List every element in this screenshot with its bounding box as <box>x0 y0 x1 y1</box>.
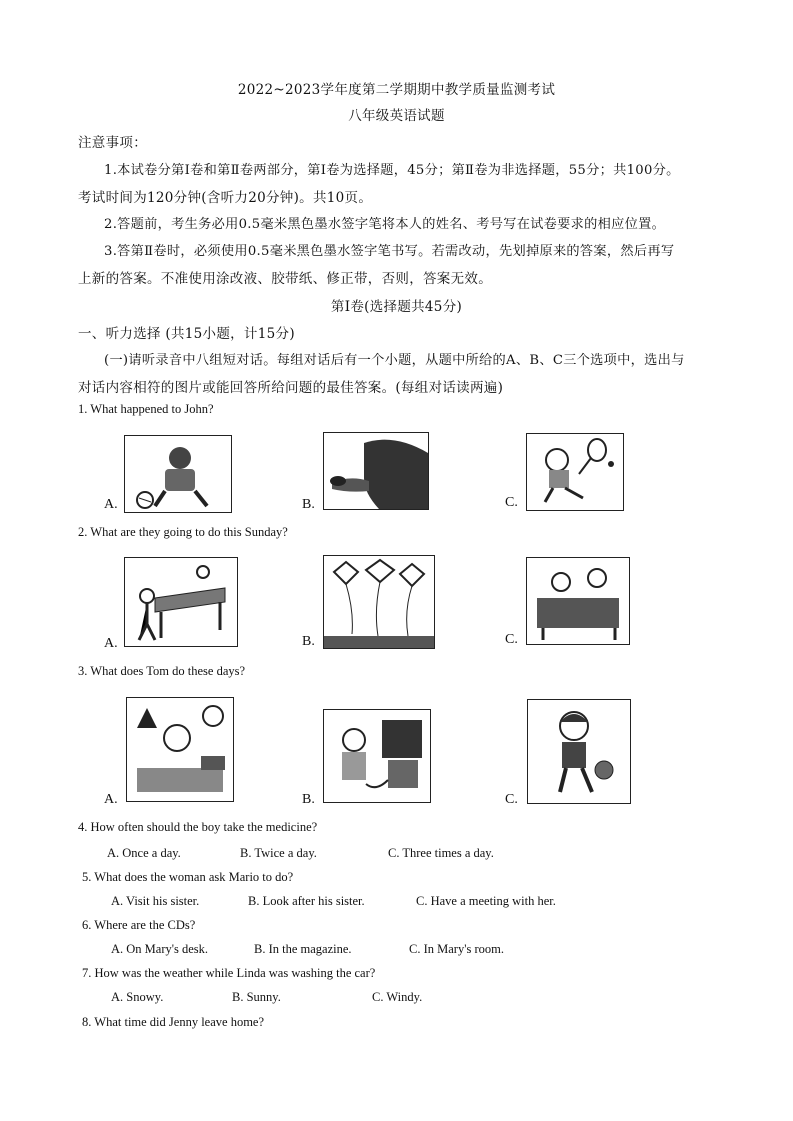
q4-option-a: A. Once a day. <box>107 846 181 860</box>
q3-option-c-label: C. <box>505 792 518 807</box>
q2-option-b-picture <box>323 555 435 649</box>
q1-option-a-picture <box>124 435 232 513</box>
instruction-line-2: 对话内容相符的图片或能回答所给问题的最佳答案。(每组对话读两遍) <box>78 380 504 396</box>
q1-option-b-picture <box>323 432 429 510</box>
exam-title: 2022~2023学年度第二学期期中教学质量监测考试 <box>237 82 556 98</box>
q1-option-a-label: A. <box>104 497 118 512</box>
q6-option-c: C. In Mary's room. <box>409 942 504 956</box>
q3-option-a-picture <box>126 697 234 802</box>
part-1-title: 第Ⅰ卷(选择题共45分) <box>330 299 463 315</box>
question-1: 1. What happened to John? <box>78 402 214 416</box>
question-6: 6. Where are the CDs? <box>82 918 196 932</box>
q5-option-c: C. Have a meeting with her. <box>416 894 556 908</box>
notice-heading: 注意事项： <box>78 135 147 151</box>
q3-option-c-picture <box>527 699 631 804</box>
q7-option-c: C. Windy. <box>372 990 423 1004</box>
notice-item-3-line-1: 3.答第Ⅱ卷时，必须使用0.5毫米黑色墨水签字笔书写。若需改动，先划掉原来的答案，然后再写 <box>104 244 675 259</box>
notice-item-2: 2.答题前，考生务必用0.5毫米黑色墨水签字笔将本人的姓名、考号写在试卷要求的相应位置。 <box>104 217 666 232</box>
q1-option-c-picture <box>526 433 624 511</box>
question-7: 7. How was the weather while Linda was washing the car? <box>82 966 376 980</box>
notice-item-3-line-2: 上新的答案。不准使用涂改液、胶带纸、修正带，否则，答案无效。 <box>78 271 492 287</box>
question-2: 2. What are they going to do this Sunday? <box>78 525 288 539</box>
question-3: 3. What does Tom do these days? <box>78 664 246 678</box>
exam-subtitle: 八年级英语试题 <box>348 108 445 124</box>
question-4: 4. How often should the boy take the medicine? <box>78 820 318 834</box>
q5-option-a: A. Visit his sister. <box>111 894 200 908</box>
q4-option-b: B. Twice a day. <box>240 846 317 860</box>
q3-option-a-label: A. <box>104 792 118 807</box>
q2-option-c-label: C. <box>505 632 518 647</box>
q5-option-b: B. Look after his sister. <box>248 894 365 908</box>
q1-option-b-label: B. <box>302 497 315 512</box>
q7-option-b: B. Sunny. <box>232 990 281 1004</box>
question-5: 5. What does the woman ask Mario to do? <box>82 870 294 884</box>
q3-option-b-label: B. <box>302 792 315 807</box>
q3-option-b-picture <box>323 709 431 803</box>
q6-option-b: B. In the magazine. <box>254 942 352 956</box>
q2-option-b-label: B. <box>302 634 315 649</box>
section-1-title: 一、听力选择 (共15小题，计15分) <box>78 326 295 342</box>
q7-option-a: A. Snowy. <box>111 990 164 1004</box>
q2-option-a-picture <box>124 557 238 647</box>
q6-option-a: A. On Mary's desk. <box>111 942 209 956</box>
q2-option-c-picture <box>526 557 630 645</box>
question-8: 8. What time did Jenny leave home? <box>82 1015 265 1029</box>
q2-option-a-label: A. <box>104 636 118 651</box>
notice-item-1-line-2: 考试时间为120分钟(含听力20分钟)。共10页。 <box>78 190 373 206</box>
notice-item-1-line-1: 1.本试卷分第Ⅰ卷和第Ⅱ卷两部分，第Ⅰ卷为选择题，45分；第Ⅱ卷为非选择题，55分；共100分。 <box>104 163 680 178</box>
instruction-line-1: (一)请听录音中八组短对话。每组对话后有一个小题，从题中所给的A、B、C三个选项中，选出与 <box>104 353 685 368</box>
q4-option-c: C. Three times a day. <box>388 846 494 860</box>
q1-option-c-label: C. <box>505 495 518 510</box>
